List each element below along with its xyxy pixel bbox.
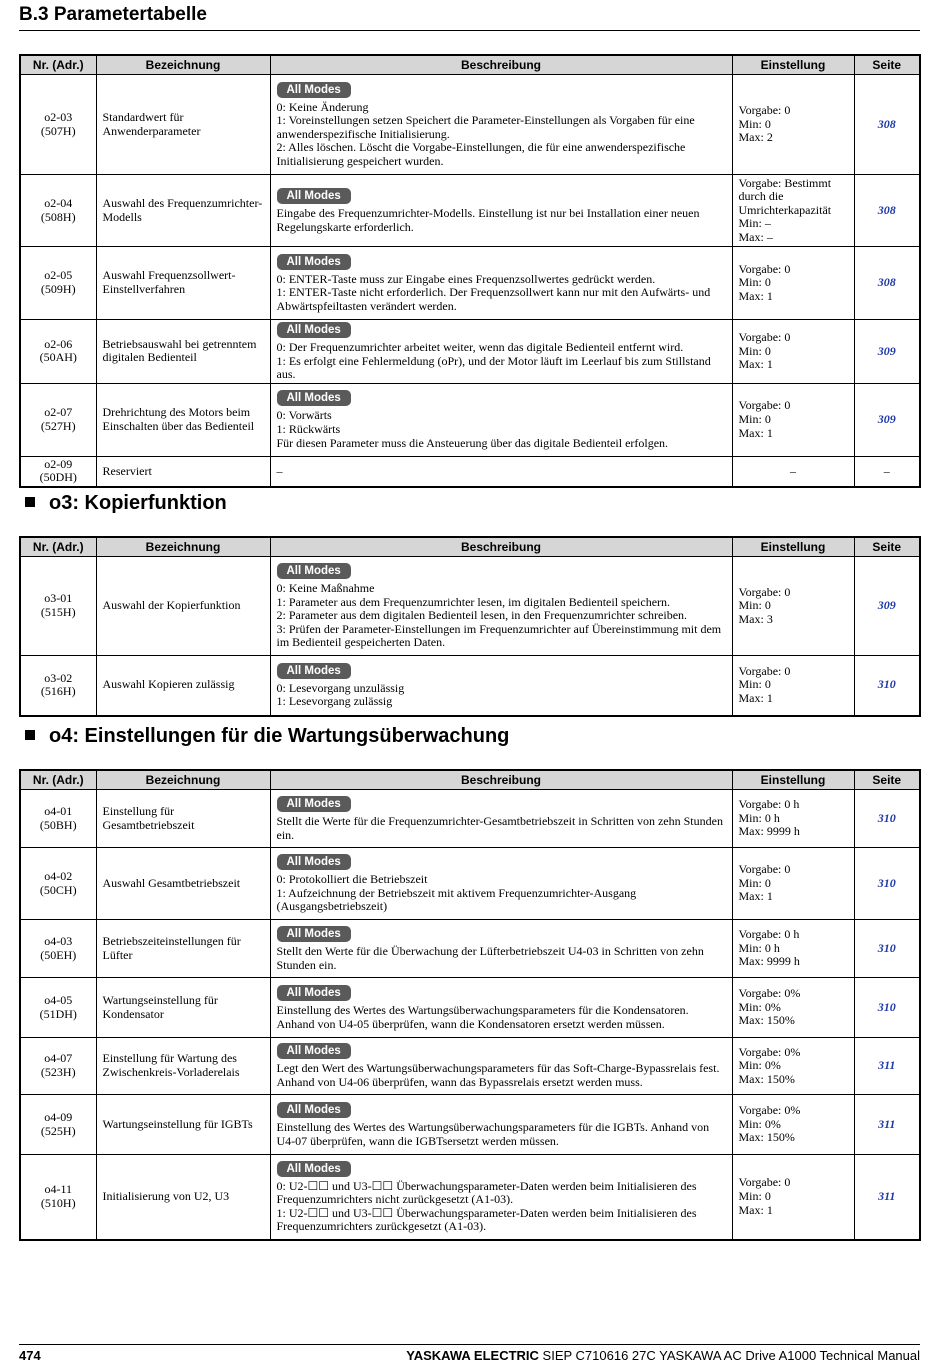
setting-line: Min: 0% bbox=[738, 1116, 781, 1131]
table-row bbox=[20, 320, 920, 384]
page-reference-link[interactable]: 308 bbox=[877, 202, 896, 217]
parameter-setting bbox=[732, 848, 854, 920]
table-row bbox=[20, 456, 920, 487]
parameter-address: (50EH) bbox=[40, 947, 77, 962]
page-reference-link[interactable]: 311 bbox=[878, 1116, 896, 1131]
parameter-description bbox=[270, 75, 732, 175]
parameter-setting bbox=[732, 75, 854, 175]
page-reference-link[interactable]: 310 bbox=[877, 677, 896, 692]
all-modes-badge: All Modes bbox=[277, 322, 351, 338]
setting-line: Min: – bbox=[738, 216, 771, 231]
description-line: Einstellung des Wertes des Wartungsüberwachungsparameters für die Kondensatoren. Anhand von U4-05 überprüfen, wann die Kondensatoren ersetzt werden müssen. bbox=[276, 1002, 689, 1031]
description-line: 0: U2-☐☐ und U3-☐☐ Überwachungsparameter-Daten werden beim Initialisieren des Frequenzumrichters nicht zurückgesetzt (A1-03). bbox=[276, 1178, 697, 1207]
parameter-description bbox=[270, 1038, 732, 1095]
parameter-name: Auswahl des Frequenzumrichter-Modells bbox=[96, 175, 270, 247]
all-modes-badge: All Modes bbox=[277, 1043, 351, 1059]
parameter-number: o4-07 bbox=[44, 1051, 73, 1066]
parameter-setting bbox=[732, 656, 854, 716]
parameter-description bbox=[270, 557, 732, 656]
parameter-address: (50CH) bbox=[39, 882, 77, 897]
parameter-name: Auswahl Frequenzsollwert-Einstellverfahren bbox=[96, 247, 270, 320]
parameter-name: Drehrichtung des Motors beim Einschalten über das Bedienteil bbox=[96, 383, 270, 456]
parameter-number: o2-05 bbox=[44, 268, 73, 283]
page-reference-cell bbox=[854, 247, 920, 320]
table-row bbox=[20, 848, 920, 920]
page-number: 474 bbox=[19, 1348, 41, 1363]
setting-line: Max: 150% bbox=[738, 1013, 795, 1028]
setting-line: Vorgabe: 0 bbox=[738, 330, 791, 344]
setting-line: Min: 0 bbox=[738, 875, 771, 890]
parameter-address: (50DH) bbox=[39, 470, 77, 485]
setting-line: Min: 0 bbox=[738, 677, 771, 692]
parameter-number: o4-09 bbox=[44, 1109, 73, 1124]
parameter-name: Betriebszeiteinstellungen für Lüfter bbox=[96, 920, 270, 978]
parameter-number: o4-05 bbox=[44, 992, 73, 1007]
page-reference-cell bbox=[854, 920, 920, 978]
parameter-number-cell bbox=[20, 383, 96, 456]
all-modes-badge: All Modes bbox=[277, 1102, 351, 1118]
setting-line: Max: 1 bbox=[738, 691, 773, 706]
setting-line: Vorgabe: Bestimmt durch die Umrichterkapazität bbox=[738, 175, 832, 217]
page-reference-cell bbox=[854, 1038, 920, 1095]
column-header-nr: Nr. (Adr.) bbox=[20, 55, 96, 75]
description-line: 1: Voreinstellungen setzen Speichert die Parameter-Einstellungen als Vorgaben für eine anwenderspezifische Initialisierung. bbox=[276, 113, 695, 141]
page-reference-cell: – bbox=[854, 456, 920, 487]
table-row bbox=[20, 1038, 920, 1095]
description-line: Für diesen Parameter muss die Ansteuerung über das digitale Bedienteil erfolgen. bbox=[276, 435, 669, 450]
page-reference-cell bbox=[854, 978, 920, 1038]
setting-line: Vorgabe: 0% bbox=[738, 986, 801, 1001]
setting-line: Vorgabe: 0 bbox=[738, 584, 791, 599]
parameter-number: o4-01 bbox=[44, 803, 73, 818]
column-header-nr: Nr. (Adr.) bbox=[20, 537, 96, 557]
section-bullet-icon bbox=[25, 730, 35, 740]
section-bullet-icon bbox=[25, 497, 35, 507]
parameter-number: o2-07 bbox=[44, 405, 73, 420]
all-modes-badge: All Modes bbox=[277, 796, 351, 812]
parameter-number: o2-06 bbox=[44, 336, 73, 351]
footer-brand bbox=[406, 1348, 920, 1363]
all-modes-badge: All Modes bbox=[277, 188, 351, 204]
parameter-name: Standardwert für Anwenderparameter bbox=[96, 75, 270, 175]
parameter-name: Initialisierung von U2, U3 bbox=[96, 1155, 270, 1240]
parameter-address: (525H) bbox=[40, 1123, 76, 1138]
table-header-row bbox=[20, 770, 920, 790]
parameter-address: (507H) bbox=[40, 123, 76, 138]
table-header-row bbox=[20, 537, 920, 557]
all-modes-badge: All Modes bbox=[277, 390, 351, 406]
parameter-number-cell bbox=[20, 1038, 96, 1095]
table-row bbox=[20, 247, 920, 320]
all-modes-badge: All Modes bbox=[277, 985, 351, 1001]
description-line: Eingabe des Frequenzumrichter-Modells. Einstellung ist nur bei Installation einer neuen Regelungskarte erforderlich. bbox=[276, 205, 700, 234]
setting-line: Min: 0 bbox=[738, 598, 771, 613]
setting-line: Max: – bbox=[738, 229, 773, 244]
parameter-setting bbox=[732, 320, 854, 384]
parameter-address: (510H) bbox=[40, 1195, 76, 1210]
setting-line: Vorgabe: 0 h bbox=[738, 797, 800, 812]
parameter-setting bbox=[732, 1038, 854, 1095]
manual-title: SIEP C710616 27C YASKAWA AC Drive A1000 Technical Manual bbox=[538, 1348, 920, 1363]
column-header-name: Bezeichnung bbox=[96, 55, 270, 75]
description-line: 1: Lesevorgang zulässig bbox=[276, 694, 393, 709]
page-reference-cell bbox=[854, 1155, 920, 1240]
page-reference-link[interactable]: 309 bbox=[877, 411, 896, 426]
footer-rule bbox=[19, 1344, 920, 1345]
page-reference-link[interactable]: 308 bbox=[877, 275, 896, 290]
description-line: 0: Keine Maßnahme bbox=[276, 581, 375, 596]
parameter-number-cell bbox=[20, 656, 96, 716]
column-header-page: Seite bbox=[854, 770, 920, 790]
setting-line: Max: 9999 h bbox=[738, 954, 800, 969]
page-reference-link[interactable]: 311 bbox=[878, 1188, 896, 1203]
description-line: 1: Rückwärts bbox=[276, 421, 341, 436]
parameter-number-cell bbox=[20, 456, 96, 487]
title-rule bbox=[19, 30, 920, 31]
table-row bbox=[20, 790, 920, 848]
parameter-number: o2-09 bbox=[44, 456, 73, 471]
description-line: 3: Prüfen der Parameter-Einstellungen im Frequenzumrichter auf Übereinstimmung mit dem im Bedienteil gespeicherten Daten. bbox=[276, 621, 722, 650]
parameter-number-cell bbox=[20, 1095, 96, 1155]
table-row bbox=[20, 1155, 920, 1240]
parameter-number-cell bbox=[20, 790, 96, 848]
parameter-description bbox=[270, 175, 732, 247]
table-row bbox=[20, 557, 920, 656]
column-header-name: Bezeichnung bbox=[96, 770, 270, 790]
parameter-number: o3-02 bbox=[44, 670, 73, 685]
page-reference-cell bbox=[854, 557, 920, 656]
description-line: 0: Keine Änderung bbox=[276, 99, 369, 114]
parameter-description bbox=[270, 656, 732, 716]
parameter-name: Wartungseinstellung für Kondensator bbox=[96, 978, 270, 1038]
parameter-name: Auswahl der Kopierfunktion bbox=[96, 557, 270, 656]
setting-line: Max: 1 bbox=[738, 425, 773, 440]
all-modes-badge: All Modes bbox=[277, 926, 351, 942]
all-modes-badge: All Modes bbox=[277, 254, 351, 270]
parameter-name: Auswahl Gesamtbetriebszeit bbox=[96, 848, 270, 920]
column-header-setting: Einstellung bbox=[732, 537, 854, 557]
setting-line: Vorgabe: 0% bbox=[738, 1103, 801, 1118]
parameter-address: (527H) bbox=[40, 418, 76, 433]
setting-line: Min: 0 bbox=[738, 116, 771, 131]
setting-line: Vorgabe: 0 bbox=[738, 398, 791, 413]
page-reference-link[interactable]: 310 bbox=[877, 940, 896, 955]
description-line: 2: Alles löschen. Löscht die Vorgabe-Einstellungen, die für eine anwenderspezifische Initialisierung gespeichert wurden. bbox=[276, 140, 686, 168]
parameter-number-cell bbox=[20, 1155, 96, 1240]
description-line: 1: ENTER-Taste nicht erforderlich. Der Frequenzsollwert kann nur mit den Aufwärts- und Abwärtspfeiltasten verändert werden. bbox=[276, 285, 711, 313]
parameter-number: o4-02 bbox=[44, 868, 73, 883]
setting-line: Max: 150% bbox=[738, 1071, 795, 1086]
description-line: Stellt den Werte für die Überwachung der Lüfterbetriebszeit U4-03 in Schritten von zehn Stunden ein. bbox=[276, 943, 704, 972]
page-reference-cell bbox=[854, 320, 920, 384]
parameter-number: o2-04 bbox=[44, 195, 73, 210]
parameter-description bbox=[270, 383, 732, 456]
setting-line: Max: 2 bbox=[738, 130, 773, 145]
all-modes-badge: All Modes bbox=[277, 1161, 351, 1177]
parameter-description bbox=[270, 320, 732, 384]
page-reference-link[interactable]: 311 bbox=[878, 1058, 896, 1073]
parameter-number: o2-03 bbox=[44, 109, 73, 124]
parameter-setting bbox=[732, 383, 854, 456]
parameter-table-o2 bbox=[19, 54, 921, 488]
parameter-address: (50BH) bbox=[39, 817, 77, 832]
page-reference-cell bbox=[854, 656, 920, 716]
parameter-number-cell bbox=[20, 75, 96, 175]
table-header-row bbox=[20, 55, 920, 75]
column-header-setting: Einstellung bbox=[732, 770, 854, 790]
parameter-address: (523H) bbox=[40, 1065, 76, 1079]
parameter-name: Auswahl Kopieren zulässig bbox=[96, 656, 270, 716]
table-row bbox=[20, 920, 920, 978]
parameter-setting bbox=[732, 978, 854, 1038]
setting-line: Max: 1 bbox=[738, 288, 773, 303]
section-title: o4: Einstellungen für die Wartungsüberwachung bbox=[49, 725, 510, 747]
parameter-setting: – bbox=[732, 456, 854, 487]
setting-line: Min: 0% bbox=[738, 1058, 781, 1073]
description-line: – bbox=[276, 463, 283, 478]
page-reference-cell bbox=[854, 790, 920, 848]
description-line: 0: ENTER-Taste muss zur Eingabe eines Frequenzsollwertes gedrückt werden. bbox=[276, 271, 656, 286]
setting-line: Min: 0 bbox=[738, 1188, 771, 1203]
parameter-description bbox=[270, 848, 732, 920]
setting-line: Vorgabe: 0 bbox=[738, 663, 791, 678]
parameter-description bbox=[270, 978, 732, 1038]
parameter-address: (508H) bbox=[40, 209, 76, 224]
parameter-table-o3 bbox=[19, 536, 921, 717]
parameter-number: o4-11 bbox=[44, 1182, 73, 1197]
description-line: 0: Der Frequenzumrichter arbeitet weiter, wenn das digitale Bedienteil entfernt wird. bbox=[276, 340, 684, 354]
description-line: 1: Aufzeichnung der Betriebszeit mit aktivem Frequenzumrichter-Ausgang (Ausgangsbetriebszeit) bbox=[276, 885, 637, 914]
all-modes-badge: All Modes bbox=[277, 82, 351, 98]
description-line: 0: Protokolliert die Betriebszeit bbox=[276, 872, 428, 887]
description-line: 2: Parameter aus dem digitalen Bedienteil lesen, in den Frequenzumrichter schreiben. bbox=[276, 608, 688, 623]
table-row bbox=[20, 175, 920, 247]
setting-line: Max: 150% bbox=[738, 1130, 795, 1145]
setting-line: Vorgabe: 0% bbox=[738, 1044, 801, 1059]
page-reference-link[interactable]: 310 bbox=[877, 810, 896, 825]
table-row bbox=[20, 75, 920, 175]
description-line: 1: Parameter aus dem Frequenzumrichter lesen, im digitalen Bedienteil speichern. bbox=[276, 594, 671, 609]
column-header-desc: Beschreibung bbox=[270, 537, 732, 557]
page-reference-cell bbox=[854, 175, 920, 247]
brand-name: YASKAWA ELECTRIC bbox=[406, 1348, 539, 1363]
parameter-description bbox=[270, 247, 732, 320]
table-row bbox=[20, 383, 920, 456]
setting-line: Max: 9999 h bbox=[738, 824, 800, 839]
parameter-setting bbox=[732, 1155, 854, 1240]
description-line: Legt den Wert des Wartungsüberwachungsparameters für das Soft-Charge-Bypassrelais fest. Anhand von U4-06 überprüfen, wann das Bypassrelais ersetzt werden muss. bbox=[276, 1061, 720, 1089]
parameter-setting bbox=[732, 175, 854, 247]
parameter-number-cell bbox=[20, 848, 96, 920]
column-header-nr: Nr. (Adr.) bbox=[20, 770, 96, 790]
parameter-setting bbox=[732, 920, 854, 978]
description-line: 1: U2-☐☐ und U3-☐☐ Überwachungsparameter-Daten werden beim Initialisieren des Frequenzumrichters zurückgesetzt (A1-03). bbox=[276, 1205, 697, 1234]
description-line: 0: Vorwärts bbox=[276, 408, 332, 423]
description-line: Stellt die Werte für die Frequenzumrichter-Gesamtbetriebszeit in Schritten von zehn Stunden ein. bbox=[276, 813, 723, 842]
description-line: 0: Lesevorgang unzulässig bbox=[276, 680, 405, 695]
parameter-name: Einstellung für Wartung des Zwischenkreis-Vorladerelais bbox=[96, 1038, 270, 1095]
column-header-page: Seite bbox=[854, 537, 920, 557]
parameter-address: (509H) bbox=[40, 282, 76, 296]
page-reference-link[interactable]: 309 bbox=[877, 598, 896, 613]
setting-line: Vorgabe: 0 bbox=[738, 862, 791, 877]
page-reference-link[interactable]: 310 bbox=[877, 999, 896, 1014]
parameter-description bbox=[270, 790, 732, 848]
all-modes-badge: All Modes bbox=[277, 563, 351, 579]
setting-line: Min: 0 bbox=[738, 411, 771, 426]
parameter-setting bbox=[732, 557, 854, 656]
setting-line: Max: 1 bbox=[738, 889, 773, 904]
parameter-address: (515H) bbox=[40, 605, 76, 619]
parameter-setting bbox=[732, 1095, 854, 1155]
parameter-address: (50AH) bbox=[39, 350, 77, 365]
column-header-desc: Beschreibung bbox=[270, 770, 732, 790]
parameter-name: Wartungseinstellung für IGBTs bbox=[96, 1095, 270, 1155]
description-line: 1: Es erfolgt eine Fehlermeldung (oPr), und der Motor läuft im Leerlauf bis zum Stillstand aus. bbox=[276, 353, 711, 382]
table-row bbox=[20, 978, 920, 1038]
section-heading-o3 bbox=[25, 492, 227, 515]
section-heading-o4 bbox=[25, 725, 509, 748]
parameter-number-cell bbox=[20, 920, 96, 978]
setting-line: Min: 0 bbox=[738, 343, 771, 358]
page-reference-link[interactable]: 308 bbox=[877, 116, 896, 131]
parameter-description bbox=[270, 1155, 732, 1240]
parameter-table-o4 bbox=[19, 769, 921, 1241]
parameter-description bbox=[270, 920, 732, 978]
description-line: Einstellung des Wertes des Wartungsüberwachungsparameters für die IGBTs. Anhand von U4-07 überprüfen, wann die IGBTsersetzt werden müssen. bbox=[276, 1119, 710, 1148]
all-modes-badge: All Modes bbox=[277, 854, 351, 870]
setting-line: Min: 0 h bbox=[738, 940, 780, 955]
parameter-name: Reserviert bbox=[96, 456, 270, 487]
all-modes-badge: All Modes bbox=[277, 663, 351, 679]
table-row bbox=[20, 656, 920, 716]
setting-line: Vorgabe: 0 bbox=[738, 1175, 791, 1190]
parameter-setting bbox=[732, 790, 854, 848]
page-reference-cell bbox=[854, 1095, 920, 1155]
column-header-page: Seite bbox=[854, 55, 920, 75]
parameter-number: o4-03 bbox=[44, 933, 73, 948]
page-reference-link[interactable]: 309 bbox=[877, 343, 896, 358]
page-reference-cell bbox=[854, 848, 920, 920]
setting-line: Max: 3 bbox=[738, 611, 773, 626]
setting-line: Min: 0 bbox=[738, 275, 771, 290]
parameter-description bbox=[270, 1095, 732, 1155]
setting-line: Max: 1 bbox=[738, 357, 773, 372]
parameter-number-cell bbox=[20, 557, 96, 656]
table-row bbox=[20, 1095, 920, 1155]
parameter-description bbox=[270, 456, 732, 487]
parameter-number: o3-01 bbox=[44, 591, 73, 606]
parameter-number-cell bbox=[20, 175, 96, 247]
parameter-setting bbox=[732, 247, 854, 320]
section-title: o3: Kopierfunktion bbox=[49, 492, 227, 514]
page-reference-cell bbox=[854, 75, 920, 175]
page-reference-cell bbox=[854, 383, 920, 456]
setting-line: Vorgabe: 0 h bbox=[738, 927, 800, 942]
setting-line: Min: 0 h bbox=[738, 810, 780, 825]
column-header-name: Bezeichnung bbox=[96, 537, 270, 557]
parameter-number-cell bbox=[20, 978, 96, 1038]
parameter-name: Betriebsauswahl bei getrenntem digitalen Bedienteil bbox=[96, 320, 270, 384]
column-header-setting: Einstellung bbox=[732, 55, 854, 75]
setting-line: Max: 1 bbox=[738, 1202, 773, 1217]
page-reference-link[interactable]: 310 bbox=[877, 875, 896, 890]
setting-line: Vorgabe: 0 bbox=[738, 261, 791, 276]
parameter-name: Einstellung für Gesamtbetriebszeit bbox=[96, 790, 270, 848]
column-header-desc: Beschreibung bbox=[270, 55, 732, 75]
parameter-number-cell bbox=[20, 320, 96, 384]
setting-line: Min: 0% bbox=[738, 999, 781, 1014]
parameter-address: (516H) bbox=[40, 684, 76, 699]
setting-line: Vorgabe: 0 bbox=[738, 103, 791, 118]
parameter-number-cell bbox=[20, 247, 96, 320]
page-title: B.3 Parametertabelle bbox=[19, 4, 207, 25]
parameter-address: (51DH) bbox=[39, 1006, 77, 1021]
